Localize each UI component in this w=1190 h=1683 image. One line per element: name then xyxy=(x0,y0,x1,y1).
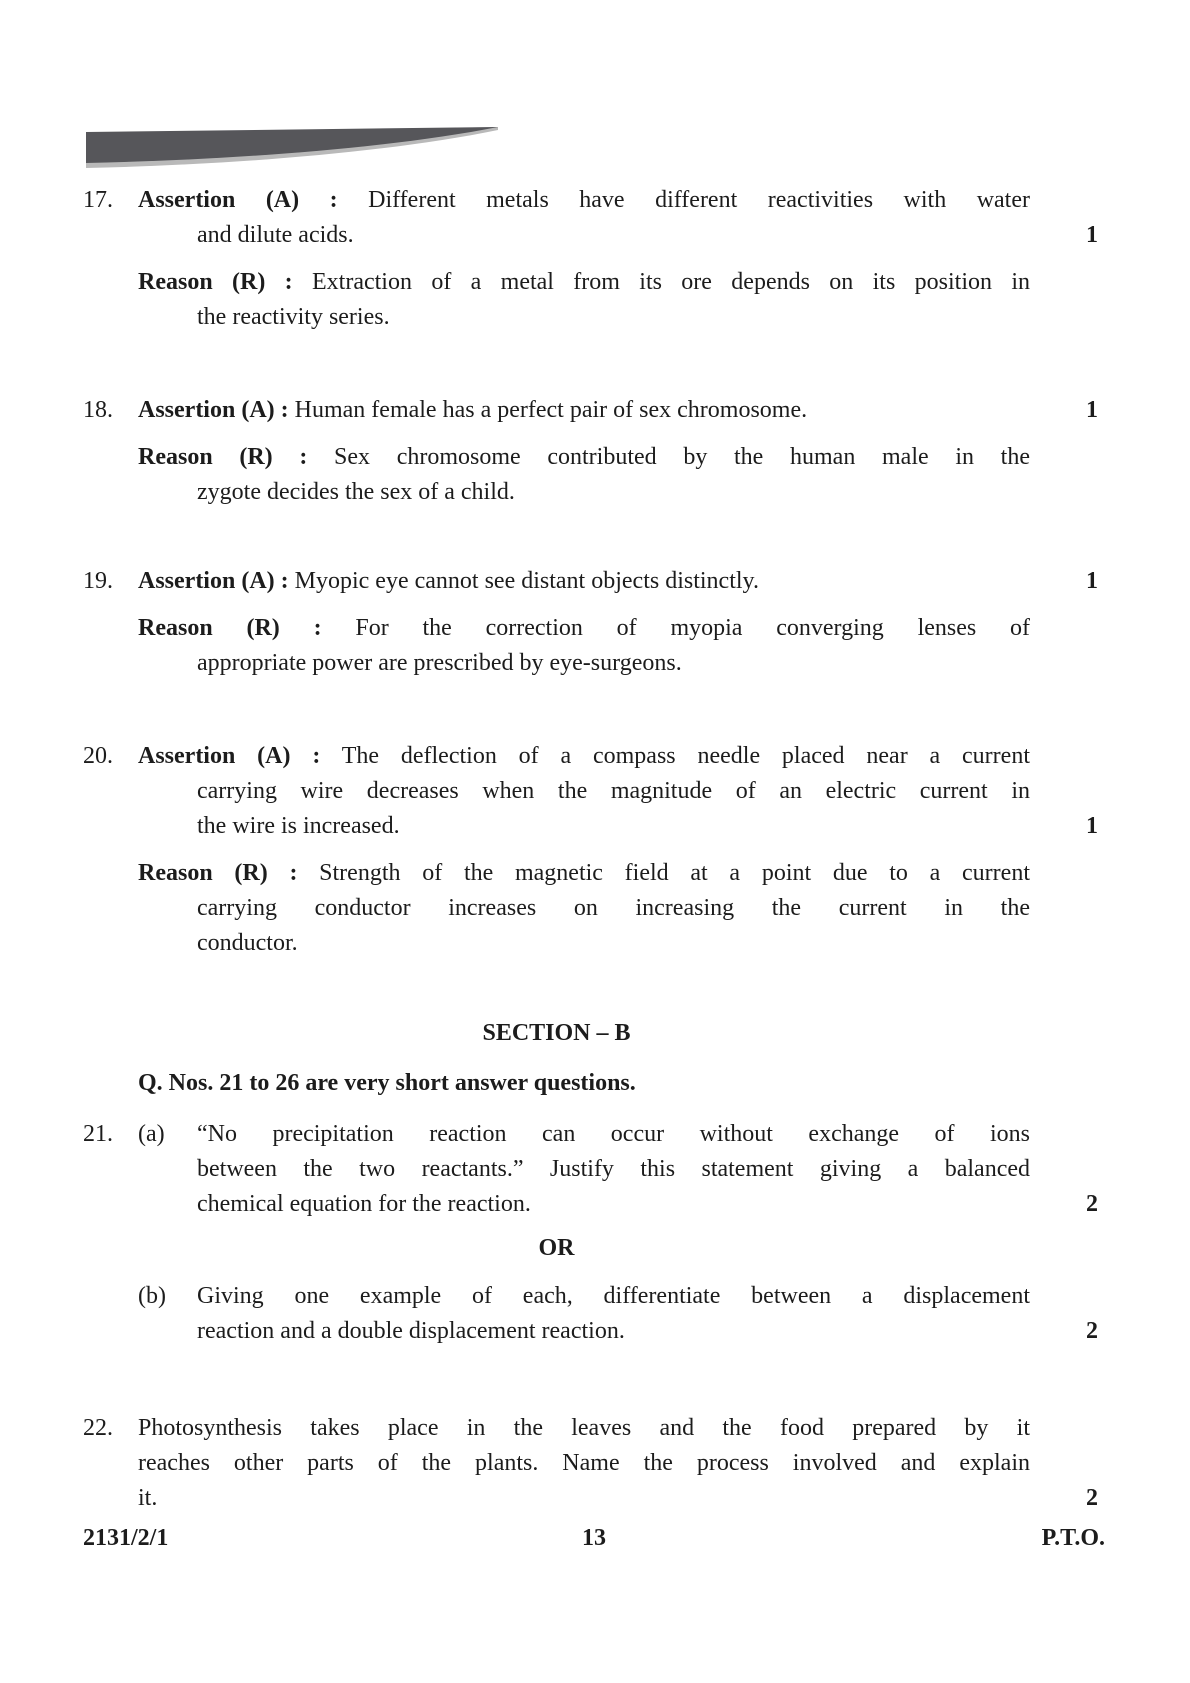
marks-value: 1 xyxy=(1086,397,1098,423)
text-line: Giving one example of each, differentiate between a displacement xyxy=(197,1283,1030,1309)
paragraph-label: Reason (R) : xyxy=(138,615,322,641)
text-line: the wire is increased. xyxy=(197,813,400,839)
paragraph xyxy=(138,183,1030,253)
text-line: conductor. xyxy=(197,930,298,956)
text-line: Assertion (A) : Human female has a perfect pair of sex chromosome. xyxy=(138,397,808,423)
question-18 xyxy=(83,393,1098,510)
question-number: 20. xyxy=(83,743,113,769)
text-line: Assertion (A) : The deflection of a compass needle placed near a current xyxy=(138,743,1030,769)
question-block xyxy=(83,265,1098,335)
sub-part-label: (b) xyxy=(138,1283,166,1309)
paragraph-label: Assertion (A) : xyxy=(138,743,321,769)
text-line: the reactivity series. xyxy=(197,304,390,330)
pto-label: P.T.O. xyxy=(1041,1525,1105,1551)
text-line: appropriate power are prescribed by eye-surgeons. xyxy=(197,650,682,676)
paragraph xyxy=(138,564,1030,599)
page-number: 13 xyxy=(582,1525,606,1551)
question-number xyxy=(83,440,138,510)
doc-code: 2131/2/1 xyxy=(83,1525,169,1551)
marks-value: 2 xyxy=(1086,1318,1098,1344)
paragraph-label: Reason (R) : xyxy=(138,444,308,470)
text-line: zygote decides the sex of a child. xyxy=(197,479,515,505)
text-line: and dilute acids. xyxy=(197,222,354,248)
paragraph xyxy=(197,1279,1030,1349)
question-block xyxy=(83,1117,1098,1222)
text-line: chemical equation for the reaction. xyxy=(197,1191,531,1217)
text-line: Photosynthesis takes place in the leaves and the food prepared by it xyxy=(138,1415,1030,1441)
question-number: 17. xyxy=(83,187,113,213)
question-block xyxy=(83,393,1098,428)
paragraph xyxy=(138,1411,1030,1516)
question-block xyxy=(83,183,1098,253)
question-number: 22. xyxy=(83,1415,113,1441)
question-block xyxy=(83,611,1098,681)
paragraph-label: Reason (R) : xyxy=(138,860,298,886)
text-line: carrying conductor increases on increasing the current in the xyxy=(197,895,1030,921)
paragraph xyxy=(197,1117,1030,1222)
marks-value: 1 xyxy=(1086,568,1098,594)
question-20 xyxy=(83,739,1098,961)
or-separator: OR xyxy=(538,1235,575,1261)
text-line: Reason (R) : Strength of the magnetic field at a point due to a current xyxy=(138,860,1030,886)
question-number: 21. xyxy=(83,1121,113,1147)
marks-value: 1 xyxy=(1086,813,1098,839)
paragraph-label: Assertion (A) : xyxy=(138,187,338,213)
text-line: reaction and a double displacement reaction. xyxy=(197,1318,625,1344)
question-block xyxy=(83,1411,1098,1516)
text-line: it. xyxy=(138,1485,158,1511)
text-line: Reason (R) : Extraction of a metal from its ore depends on its position in xyxy=(138,269,1031,295)
question-number xyxy=(83,611,138,681)
text-line: Reason (R) : For the correction of myopia converging lenses of xyxy=(138,615,1031,641)
paragraph xyxy=(138,739,1030,844)
question-number xyxy=(83,265,138,335)
question-block xyxy=(83,856,1098,961)
marks-value: 2 xyxy=(1086,1485,1098,1511)
paragraph xyxy=(138,393,1030,428)
question-block xyxy=(83,440,1098,510)
question-number xyxy=(83,856,138,961)
header-swoosh-graphic xyxy=(86,126,498,168)
sub-part-label: (a) xyxy=(138,1121,165,1147)
text-line: carrying wire decreases when the magnitude of an electric current in xyxy=(197,778,1030,804)
text-line: Assertion (A) : Myopic eye cannot see distant objects distinctly. xyxy=(138,568,759,594)
paragraph-label: Assertion (A) : xyxy=(138,397,289,423)
section-heading: SECTION – B xyxy=(482,1020,631,1046)
question-number: 18. xyxy=(83,397,113,423)
question-19 xyxy=(83,564,1098,681)
text-line: Reason (R) : Sex chromosome contributed by the human male in the xyxy=(138,444,1030,470)
content xyxy=(83,183,1098,1516)
paragraph-label: Reason (R) : xyxy=(138,269,293,295)
paragraph xyxy=(138,856,1030,961)
marks-value: 1 xyxy=(1086,222,1098,248)
question-block xyxy=(83,739,1098,844)
question-21 xyxy=(83,1117,1098,1349)
question-number: 19. xyxy=(83,568,113,594)
swoosh-dark-band xyxy=(86,127,498,163)
text-line: Assertion (A) : Different metals have different reactivities with water xyxy=(138,187,1030,213)
marks-value: 2 xyxy=(1086,1191,1098,1217)
question-22 xyxy=(83,1411,1098,1516)
question-block xyxy=(83,564,1098,599)
page-footer xyxy=(83,1521,1105,1556)
paragraph-label: Assertion (A) : xyxy=(138,568,289,594)
question-17 xyxy=(83,183,1098,335)
question-number xyxy=(83,1279,138,1349)
section-note: Q. Nos. 21 to 26 are very short answer questions. xyxy=(138,1070,636,1096)
text-line: “No precipitation reaction can occur without exchange of ions xyxy=(197,1121,1030,1147)
text-line: between the two reactants.” Justify this statement giving a balanced xyxy=(197,1156,1030,1182)
paragraph xyxy=(138,440,1030,510)
paragraph xyxy=(138,265,1030,335)
paragraph xyxy=(138,611,1030,681)
text-line: reaches other parts of the plants. Name the process involved and explain xyxy=(138,1450,1030,1476)
question-block xyxy=(83,1279,1098,1349)
